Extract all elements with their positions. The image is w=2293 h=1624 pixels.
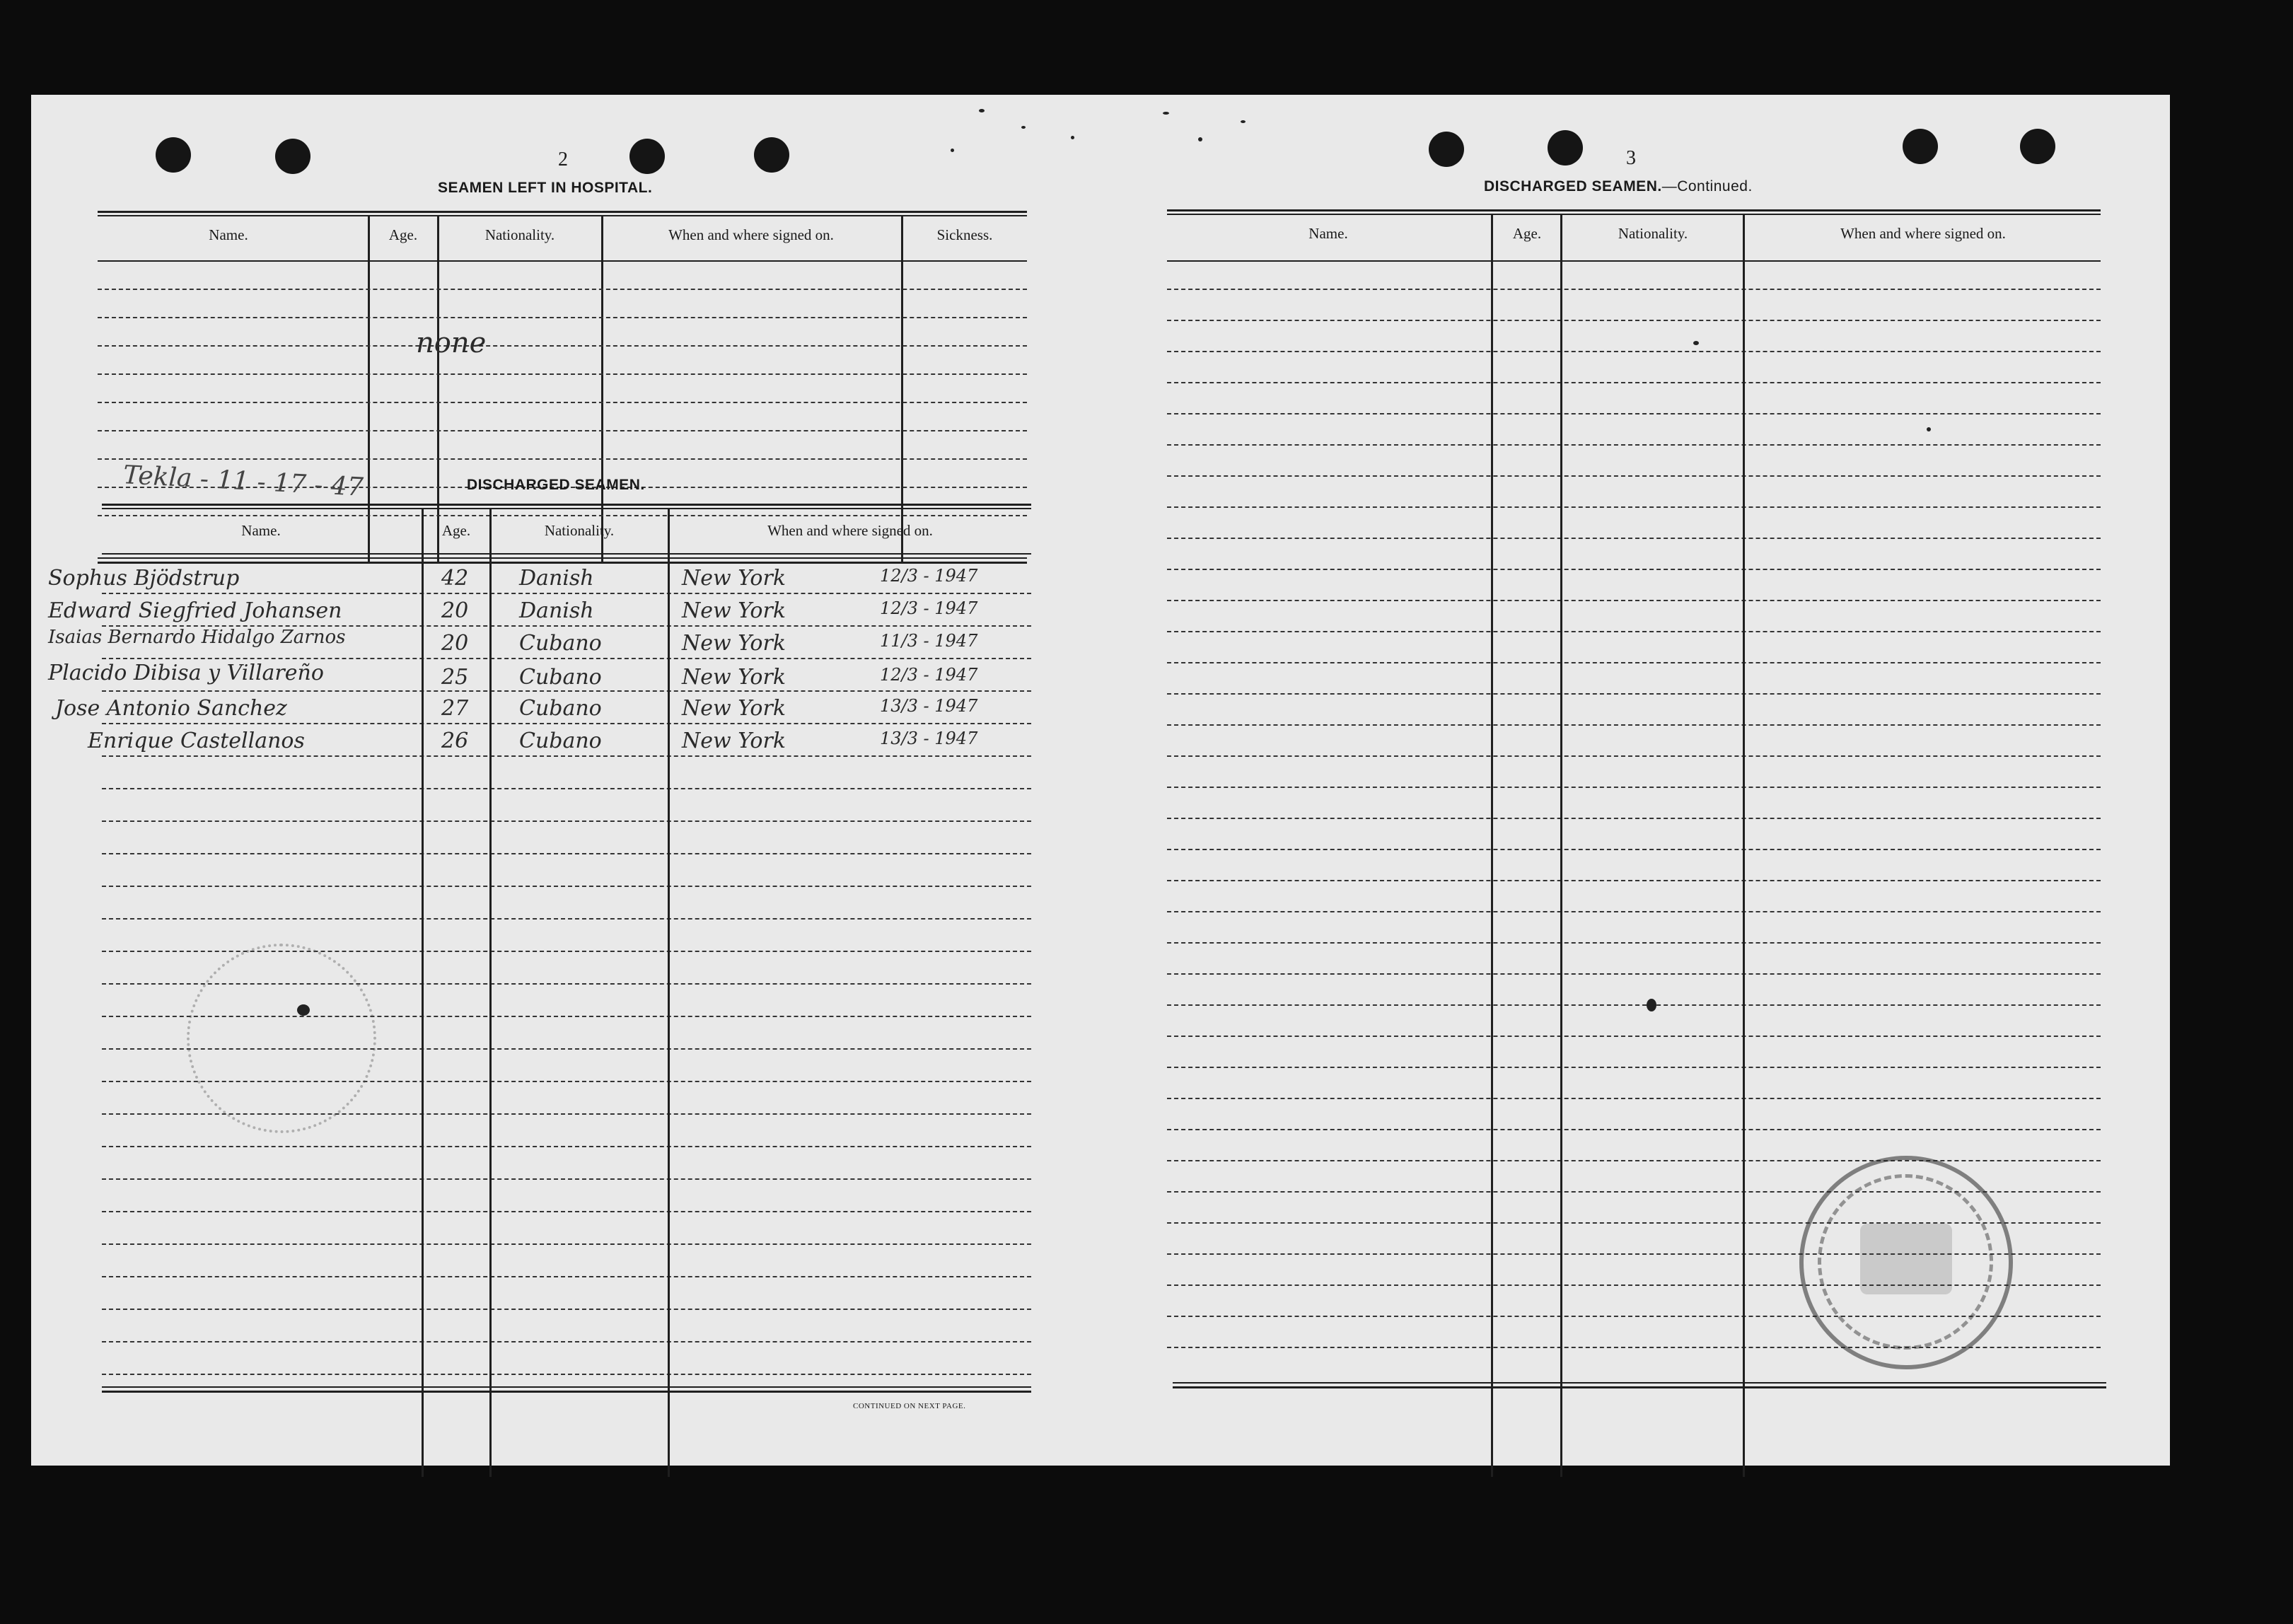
dotted-line <box>102 853 1031 854</box>
dotted-line <box>1167 880 2101 881</box>
rule <box>98 215 1027 216</box>
punch-hole <box>1903 129 1938 164</box>
seaman-name: Edward Siegfried Johansen <box>48 598 342 623</box>
hospital-col-signed-on: When and where signed on. <box>668 226 834 243</box>
faint-stamp <box>187 944 376 1133</box>
date-annotation: Tekla - 11 - 17 - 47 <box>122 460 364 502</box>
dotted-line <box>102 1341 1031 1342</box>
seaman-nationality: Cubano <box>519 631 602 656</box>
continued-note: CONTINUED ON NEXT PAGE. <box>853 1402 966 1410</box>
dotted-line <box>102 1211 1031 1212</box>
dotted-line <box>102 918 1031 920</box>
rule <box>102 1386 1031 1388</box>
col-divider <box>489 508 492 1477</box>
punch-hole <box>1548 130 1583 166</box>
seaman-age: 26 <box>441 729 469 753</box>
seaman-name: Sophus Bjödstrup <box>48 566 240 591</box>
rule <box>98 211 1027 213</box>
dotted-line <box>1167 1098 2101 1099</box>
punch-hole <box>1429 132 1464 167</box>
rule <box>1167 214 2101 215</box>
seaman-nationality: Cubano <box>519 696 602 721</box>
discharged-col-age: Age. <box>441 522 471 539</box>
dotted-line <box>1167 1160 2101 1161</box>
signed-place: New York <box>682 598 786 623</box>
dotted-line <box>102 886 1031 887</box>
right-title-main: DISCHARGED SEAMEN. <box>1484 178 1662 195</box>
dotted-line <box>1167 724 2101 726</box>
col-divider <box>1560 214 1562 1477</box>
dotted-line <box>1167 506 2101 508</box>
hospital-none-entry: none <box>416 327 487 359</box>
dotted-line <box>1167 631 2101 632</box>
signed-place: New York <box>682 665 786 690</box>
dotted-line <box>102 1276 1031 1277</box>
page-number-left: 2 <box>558 149 568 170</box>
dotted-line <box>98 458 1027 460</box>
seaman-nationality: Danish <box>519 566 594 591</box>
dotted-line <box>1167 662 2101 663</box>
rule <box>98 260 1027 262</box>
punch-hole <box>275 139 310 174</box>
speck <box>1693 341 1699 345</box>
col-divider <box>1491 214 1493 1477</box>
signed-place: New York <box>682 631 786 656</box>
dotted-line <box>1167 849 2101 850</box>
dotted-line <box>1167 351 2101 352</box>
signed-place: New York <box>682 696 786 721</box>
dotted-line <box>102 820 1031 822</box>
signed-date: 12/3 - 1947 <box>880 566 978 586</box>
col-divider <box>668 508 670 1477</box>
dotted-line <box>1167 320 2101 321</box>
dotted-line <box>1167 569 2101 570</box>
seaman-name: Enrique Castellanos <box>88 729 305 753</box>
dotted-line <box>102 1243 1031 1245</box>
signed-date: 11/3 - 1947 <box>880 631 978 651</box>
rule <box>1167 260 2101 262</box>
col-divider <box>1743 214 1745 1477</box>
rule <box>1167 209 2101 211</box>
dotted-line <box>102 755 1031 757</box>
signed-date: 13/3 - 1947 <box>880 729 978 748</box>
dotted-line <box>98 373 1027 375</box>
dotted-line <box>1167 818 2101 819</box>
dotted-line <box>102 1146 1031 1147</box>
rule <box>98 562 1027 564</box>
dotted-line <box>1167 382 2101 383</box>
speck <box>1927 427 1931 431</box>
punch-hole <box>754 137 789 173</box>
dotted-line <box>1167 942 2101 944</box>
page-number-right: 3 <box>1626 147 1636 169</box>
right-col-nationality: Nationality. <box>1618 225 1688 242</box>
rule <box>102 504 1031 506</box>
speck <box>1241 120 1246 123</box>
rule <box>1173 1386 2106 1388</box>
right-col-age: Age. <box>1512 225 1542 242</box>
dotted-line <box>1167 538 2101 539</box>
dotted-line <box>98 515 1027 516</box>
dotted-line <box>98 402 1027 403</box>
seaman-nationality: Cubano <box>519 665 602 690</box>
punch-hole <box>2020 129 2055 164</box>
discharged-section-title: DISCHARGED SEAMEN. <box>467 477 645 493</box>
seaman-age: 20 <box>441 631 469 656</box>
right-col-name: Name. <box>1308 225 1348 242</box>
seaman-nationality: Danish <box>519 598 594 623</box>
col-divider <box>601 215 603 562</box>
speck <box>1647 999 1656 1011</box>
dotted-line <box>102 593 1031 594</box>
postmark-stamp <box>1799 1156 2013 1369</box>
col-divider <box>901 215 903 562</box>
dotted-line <box>1167 413 2101 414</box>
rule <box>102 508 1031 509</box>
speck <box>1021 126 1026 129</box>
punch-hole <box>156 137 191 173</box>
document-sheet <box>31 95 2170 1466</box>
seaman-age: 27 <box>441 696 469 721</box>
dotted-line <box>98 345 1027 347</box>
speck <box>1163 112 1169 115</box>
rule <box>98 557 1027 559</box>
dotted-line <box>1167 911 2101 912</box>
signed-place: New York <box>682 729 786 753</box>
rule <box>1173 1382 2106 1384</box>
punch-hole <box>629 139 665 174</box>
discharged-col-nationality: Nationality. <box>544 522 615 539</box>
seaman-name: Placido Dibisa y Villareño <box>48 661 324 685</box>
dotted-line <box>1167 787 2101 788</box>
discharged-col-name: Name. <box>241 522 281 539</box>
signed-date: 12/3 - 1947 <box>880 665 978 685</box>
seaman-age: 42 <box>441 566 469 591</box>
right-col-signed-on: When and where signed on. <box>1840 225 2006 242</box>
right-title-suffix: —Continued. <box>1661 178 1753 195</box>
col-divider <box>422 508 424 1477</box>
dotted-line <box>1167 1036 2101 1037</box>
discharged-col-signed-on: When and where signed on. <box>767 522 933 539</box>
dotted-line <box>1167 973 2101 975</box>
seaman-age: 25 <box>441 665 469 690</box>
seaman-age: 20 <box>441 598 469 623</box>
dotted-line <box>1167 600 2101 601</box>
dotted-line <box>102 1309 1031 1310</box>
signed-date: 13/3 - 1947 <box>880 696 978 716</box>
hospital-col-age: Age. <box>388 226 418 243</box>
seaman-nationality: Cubano <box>519 729 602 753</box>
dotted-line <box>1167 1004 2101 1006</box>
seaman-name: Jose Antonio Sanchez <box>55 696 287 721</box>
dotted-line <box>98 317 1027 318</box>
hospital-col-name: Name. <box>209 226 248 243</box>
speck <box>1198 137 1202 141</box>
hospital-section-title: SEAMEN LEFT IN HOSPITAL. <box>438 180 653 196</box>
postmark-center <box>1860 1224 1952 1294</box>
dotted-line <box>102 1374 1031 1375</box>
hospital-col-nationality: Nationality. <box>484 226 555 243</box>
dotted-line <box>102 723 1031 724</box>
right-section-title <box>1484 178 1753 195</box>
signed-date: 12/3 - 1947 <box>880 598 978 618</box>
speck <box>1071 136 1074 139</box>
col-divider <box>437 215 439 562</box>
speck <box>951 149 954 152</box>
dotted-line <box>102 1178 1031 1180</box>
seaman-name: Isaias Bernardo Hidalgo Zarnos <box>48 627 346 648</box>
dotted-line <box>1167 1129 2101 1130</box>
dotted-line <box>98 289 1027 290</box>
dotted-line <box>1167 1067 2101 1068</box>
col-divider <box>368 215 370 562</box>
speck <box>979 109 985 112</box>
dotted-line <box>1167 444 2101 446</box>
hospital-col-sickness: Sickness. <box>936 226 993 243</box>
rule <box>102 553 1031 555</box>
dotted-line <box>102 658 1031 659</box>
dotted-line <box>1167 755 2101 757</box>
dotted-line <box>1167 289 2101 290</box>
dotted-line <box>1167 693 2101 695</box>
signed-place: New York <box>682 566 786 591</box>
dotted-line <box>98 430 1027 431</box>
speck <box>297 1004 310 1016</box>
dotted-line <box>102 788 1031 789</box>
dotted-line <box>102 690 1031 692</box>
rule <box>102 1391 1031 1393</box>
dotted-line <box>1167 475 2101 477</box>
